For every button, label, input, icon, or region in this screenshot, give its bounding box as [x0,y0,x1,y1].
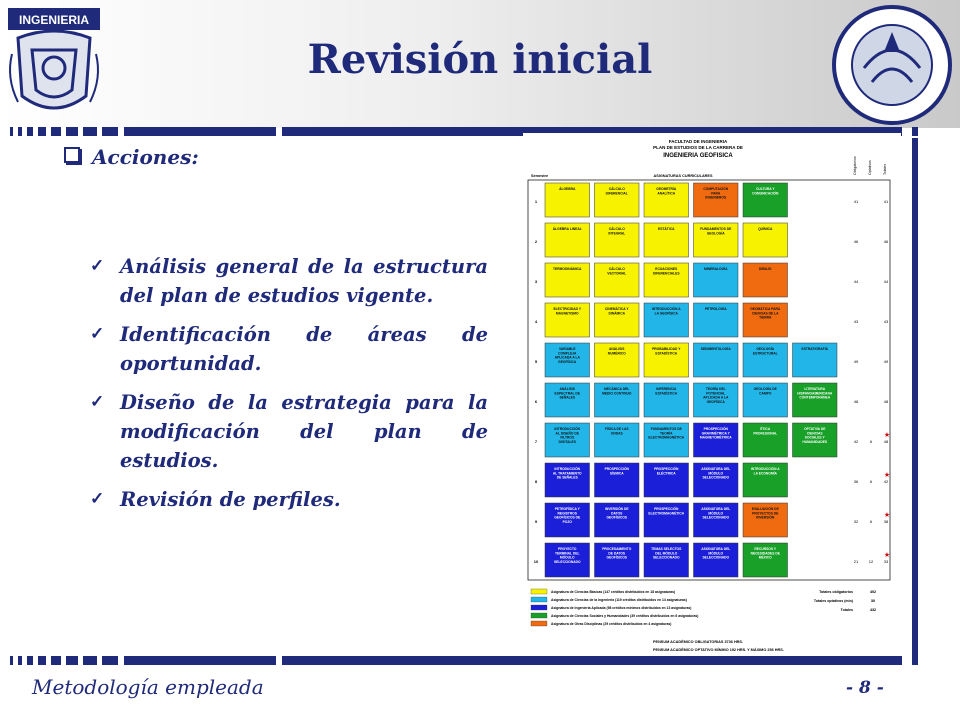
plan-subject-name: PROSPECCIÓN [703,427,728,431]
plan-legend-swatch [531,605,547,610]
plan-total-value: 48 [883,399,889,404]
plan-legend-swatch [531,613,547,618]
plan-subject-name: GEOLOGÍA [706,231,725,236]
plan-subject-name: DE SEÑALES [556,475,578,480]
plan-semester-number: 10 [533,559,539,564]
plan-subject-name: ESTÁTICA [658,227,675,231]
star-icon: ★ [883,472,891,479]
plan-total-value: 41 [883,199,889,204]
plan-total-label: Totales optativos (min) [813,599,853,603]
plan-title-3: INGENIERIA GEOFISICA [663,153,733,159]
plan-semester-number: 3 [534,279,538,284]
plan-subject-name: SELECCIONADO [702,475,730,480]
plan-oblig-value: 36 [853,479,859,484]
plan-subject-name: TEORÍA [660,431,673,436]
plan-subject-name: MINERALOGÍA [704,267,728,271]
plan-subject-name: EVALUACIÓN DE [751,507,779,511]
plan-subject-name: CONTEMPORÁNEA [799,395,831,400]
plan-subject-name: ANALÍTICA [657,191,676,196]
plan-subject-name: COMPUTACIÓN [703,187,729,191]
plan-semester-number: 8 [534,479,538,484]
check-icon: ✓ [90,256,105,276]
plan-oblig-value: 43 [853,319,859,324]
actions-list [90,252,488,524]
plan-subject-name: SELECCIONADO [652,555,680,560]
plan-subject-name: ESTRATIGRAFÍA [801,347,828,351]
plan-pensum-2: PENSUM ACADÉMICO OPTATIVO MÍNIMO 192 HRS. Y MÁXIMO 256 HRS. [653,648,784,652]
plan-subject-name: MÓDULO [708,551,724,556]
bottom-bar [0,656,960,665]
plan-semester-number: 9 [534,519,538,524]
plan-total-value: 33 [883,559,889,564]
plan-subject-name: OPTATIVA DE [804,427,826,431]
plan-subject-name: ASIGNATURA DEL [701,547,731,551]
plan-subject-name: COMUNICACIÓN [752,191,779,196]
plan-subject-name: DIFERENCIAL [605,191,628,196]
plan-oblig-value: 49 [853,359,859,364]
plan-subject-name: LITERATURA [804,387,826,391]
plan-subject-name: GEOFÍSICOS DE [554,515,581,520]
plan-subject-name: NUMÉRICO [607,351,626,356]
plan-subject-name: PETROFÍSICA Y [554,507,580,511]
plan-subject-name: ÁLGEBRA LINEAL [552,227,582,231]
plan-opt-value: 6 [869,439,873,444]
plan-subject-name: SELECCIONADO [553,559,581,564]
plan-legend-swatch [531,589,547,594]
check-icon: ✓ [90,392,105,412]
plan-subject-name: PROSPECCIÓN [654,467,679,471]
plan-oblig-value: 46 [853,239,859,244]
plan-subject-name: MÓDULO [559,555,575,560]
plan-subject-name: MÓDULO [708,511,724,516]
plan-subject-name: GRAVIMÉTRICA Y [701,431,730,436]
plan-subject-name: GEOLOGÍA [756,347,775,351]
plan-subject-name: GEOMETRÍA [656,187,677,191]
plan-total-value: 49 [883,359,889,364]
action-item [90,252,488,310]
plan-subject-name: ÁLGEBRA [559,187,576,191]
plan-subject-name: CÁLCULO [608,267,625,271]
plan-subject-name: INTRODUCCIÓN A [750,467,780,471]
plan-subject-name: QUÍMICA [758,227,773,231]
plan-oblig-value: 32 [853,519,859,524]
plan-subject-name: TIERRA [759,315,772,320]
plan-subject-name: ELÉCTRICA [656,471,676,476]
plan-subject-name: ELECTRICIDAD Y [553,307,582,311]
plan-total-value: 43 [883,319,889,324]
plan-semester-number: 6 [534,399,538,404]
plan-pensum-1: PENSUM ACADÉMICO OBLIGATORIAS 3736 HRS. [653,640,744,644]
plan-subject-name: INTRODUCCIÓN [554,467,581,471]
plan-subject-name: SELECCIONADO [702,555,730,560]
plan-subject-name: FÍSICA DE LAS [604,427,629,431]
plan-semester-number: 2 [534,239,538,244]
plan-subject-name: VECTORIAL [607,271,627,276]
plan-subject-name: ECUACIONES [655,267,678,271]
plan-oblig-value: 44 [853,279,859,284]
plan-legend-text: Asignatura de Ciencias Sociales y Humanidades (39 créditos distribuidos en 6 asignaturas) [551,614,699,619]
plan-col-semestre: Semestre [531,174,549,178]
plan-subject-name: TERMODINÁMICA [553,267,582,271]
plan-subject-name: MECÁNICA DEL [604,387,630,391]
plan-legend [531,589,876,626]
plan-rows [534,183,890,577]
plan-subject-name: CÁLCULO [608,187,625,191]
plan-subject-name: INVERSIÓN DE [604,507,629,511]
plan-subject-name: INGENIEROS [705,195,727,200]
plan-semester-number: 4 [534,319,538,324]
plan-subject-name: AL DISEÑO DE [555,431,579,436]
plan-subject-name: GEOFÍSICA [558,359,577,364]
plan-subject-name: INTRODUCCIÓN [554,427,581,431]
plan-subject-name: LA ECONOMÍA [753,471,777,476]
plan-subject-name: HUMANIDADES [802,439,828,444]
plan-subject-name: GEOLOGÍA DE [753,387,777,391]
logo-left-text: INGENIERIA [18,13,90,27]
plan-subject-name: INTRODUCCIÓN A [651,307,681,311]
plan-subject-name: MAGNETISMO [555,311,579,316]
plan-subject-name: GEOFÍSICOS [606,555,628,560]
plan-subject-name: TERMINAL DEL [555,551,580,556]
plan-subject-name: TEMAS SELECTOS [651,547,682,551]
plan-col-tot: Totales [883,163,887,175]
plan-total-label: Totales obligatorios [819,590,853,594]
plan-subject-name: MÉXICO [758,555,772,560]
plan-subject-name: LA GEOFÍSICA [654,311,678,316]
plan-col-opt: Optativos [868,160,872,175]
plan-total-value: 44 [883,279,889,284]
plan-total-number: 402 [869,590,877,594]
action-item [90,485,488,514]
plan-subject-name: HISPANOAMERICANA [797,391,833,396]
plan-oblig-value: 41 [853,199,859,204]
plan-subject-name: INVERSIÓN [756,515,775,520]
plan-oblig-value: 48 [853,399,859,404]
plan-opt-value: 6 [869,519,873,524]
actions-heading-text: Acciones: [92,145,199,169]
plan-subject-name: PROSPECCIÓN [654,507,679,511]
plan-subject-name: ASIGNATURA DEL [701,507,731,511]
star-icon: ★ [883,512,891,519]
plan-semester-number: 5 [534,359,538,364]
plan-subject-name: GEOMÁTICA PARA [750,307,781,311]
plan-subject-name: GEOFÍSICOS [606,515,628,520]
plan-subject-name: NECESIDADES DE [750,551,780,556]
check-icon: ✓ [90,489,105,509]
plan-subject-name: PROYECTOS DE [752,511,779,516]
plan-subject-name: DEL MÓDULO [655,551,678,556]
plan-subject-name: ESPECTRAL DE [554,391,580,396]
plan-legend-swatch [531,621,547,626]
plan-subject-name: MEDIO CONTINUO [602,391,632,396]
plan-subject-name: ANÁLISIS [609,347,625,351]
study-plan-diagram [523,133,901,659]
plan-subject-name: FUNDAMENTOS DE [700,227,732,231]
plan-subject-name: FILTROS [560,435,575,440]
plan-total-value: 42 [883,479,889,484]
plan-opt-value: 6 [869,479,873,484]
plan-subject-name: ELECTROMAGNÉTICA [648,435,685,440]
plan-subject-name: CULTURA Y [755,187,775,191]
plan-subject-name: COMPLEJA [558,351,577,356]
plan-subject-name: POTENCIAL [706,391,726,396]
page-number: - 8 - [846,678,884,698]
plan-total-number: 30 [870,599,876,603]
plan-subject-name: CAMPO [759,391,772,396]
plan-semester-number: 1 [534,199,538,204]
plan-subject-name: SOCIALES Y [804,435,825,440]
plan-subject-name: APLICADA A LA [703,395,729,400]
plan-subject-name: PETROLOGÍA [704,307,727,311]
plan-subject-name: PROFESIONAL [753,431,778,436]
plan-total-value: 38 [883,519,889,524]
plan-subject-name: DIGITALES [558,439,576,444]
plan-col-oblig: Obligatorios [853,156,857,175]
plan-subject-name: RECURSOS Y [754,547,777,551]
square-bullet-icon [64,147,80,163]
footer-label: Metodología empleada [32,675,264,699]
plan-subject-name: SEDIMENTOLOGÍA [700,347,731,351]
plan-subject-name: ESTRUCTURAL [752,351,778,356]
plan-legend-swatch [531,597,547,602]
plan-subject-name: CIENCIAS DE LA [751,311,779,316]
check-icon: ✓ [90,324,105,344]
plan-total-value: 46 [883,239,889,244]
right-divider [912,138,918,658]
plan-subject-name: TEORÍA DEL [705,387,726,391]
plan-subject-name: ANÁLISIS [559,387,575,391]
plan-subject-name: APLICADA A LA [554,355,580,360]
action-item-text: Análisis general de la estructura del plan de estudios vigente. [120,255,488,307]
plan-subject-name: ASIGNATURA DEL [701,467,731,471]
actions-heading [64,145,199,169]
plan-subject-name: ESTADÍSTICA [655,391,678,396]
plan-subject-name: SELECCIONADO [702,515,730,520]
plan-total-label: Totales [840,608,853,612]
plan-subject-name: PROYECTO [558,547,577,551]
action-item [90,320,488,378]
plan-subject-name: DIBUJO [759,267,772,271]
plan-total-number: 432 [869,608,877,612]
plan-subject-name: INFERENCIA [656,387,677,391]
plan-total-value: 48 [883,439,889,444]
page-title: Revisión inicial [307,36,653,83]
plan-subject-name: PROSPECCIÓN [604,467,629,471]
plan-legend-text: Asignatura de Ingeniería Aplicada (98 créditos mínimos distribuidos en 13 asignaturas) [551,606,692,611]
plan-subject-name: GEOFÍSICA [706,399,725,404]
plan-legend-text: Asignatura de Otras Disciplinas (29 créditos distribuidos en 4 asignaturas) [551,622,672,627]
plan-subject-name: CINEMÁTICA Y [604,307,629,311]
action-item-text: Identificación de áreas de oportunidad. [120,323,488,375]
plan-subject-name: INTEGRAL [608,231,626,236]
plan-opt-value: 12 [868,559,874,564]
plan-subject-name: DE DATOS [608,551,626,556]
plan-subject-name: PROBABILIDAD Y [652,347,681,351]
plan-subject-name: CÁLCULO [608,227,625,231]
plan-subject-name: DINÁMICA [608,311,625,316]
plan-subject-name: ELECTROMAGNÉTICA [648,511,685,516]
star-icon: ★ [883,552,891,559]
plan-oblig-value: 21 [853,559,859,564]
plan-title-1: FACULTAD DE INGENIERIA [668,139,728,144]
plan-subject-name: FUNDAMENTOS DE [650,427,682,431]
plan-subject-name: VARIABLE [558,347,576,351]
plan-title-2: PLAN DE ESTUDIOS DE LA CARRERA DE [653,145,743,150]
plan-subject-name: ÉTICA [760,427,771,431]
action-item-text: Diseño de la estrategia para la modificación del plan de estudios. [120,391,488,472]
plan-subject-name: SÍSMICA [609,471,624,476]
plan-subject-name: POZO [562,519,572,524]
plan-legend-text: Asignatura de Ciencias de la Ingeniería (119 créditos distribuidos en 14 asignaturas) [551,598,687,603]
plan-subject-name: MAGNETOMÉTRICA [699,435,732,440]
plan-subject-name: DATOS [611,511,623,516]
plan-subject-name: SEÑALES [559,395,576,400]
plan-oblig-value: 42 [853,439,859,444]
star-icon: ★ [883,432,891,439]
plan-subject-name: PROCESAMIENTO [602,547,632,551]
plan-subject-name: ONDAS [610,431,623,436]
plan-semester-number: 7 [534,439,538,444]
plan-subject-name: CIENCIAS [806,431,823,436]
plan-subject-name: PARA [711,191,721,196]
plan-subject-name: DIFERENCIALES [652,271,680,276]
plan-subject-name: ESTADÍSTICA [655,351,678,356]
action-item-text: Revisión de perfiles. [120,488,341,511]
action-item [90,388,488,475]
plan-col-asignaturas: ASIGNATURAS CURRICULARES [653,174,713,178]
plan-subject-name: AL TRATAMIENTO [552,471,582,476]
plan-subject-name: MÓDULO [708,471,724,476]
plan-legend-text: Asignatura de Ciencias Básicas (147 créditos distribuidos en 18 asignaturas) [551,590,676,595]
plan-subject-name: REGISTROS [557,511,577,516]
